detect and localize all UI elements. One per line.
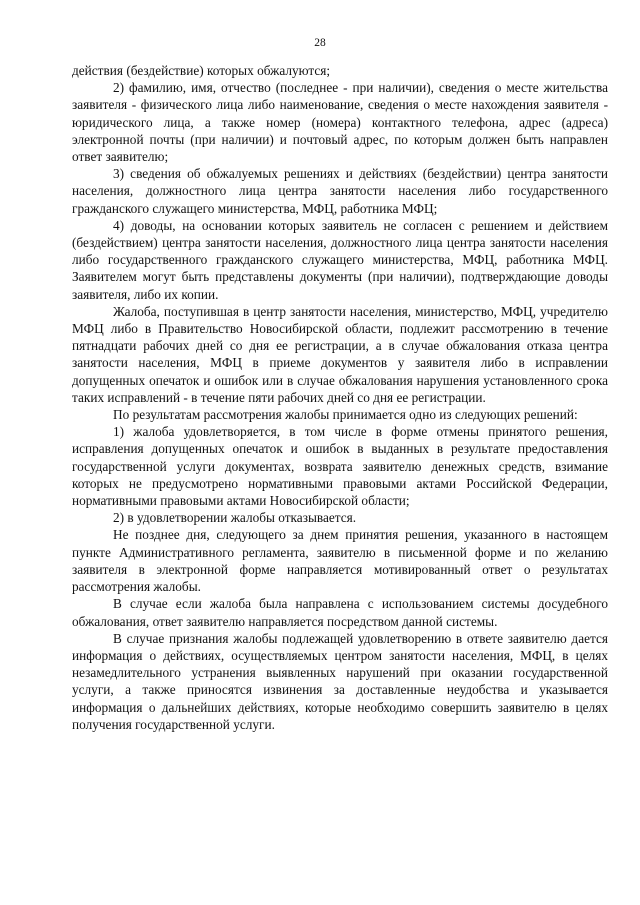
paragraph-review-results-intro: По результатам рассмотрения жалобы принимается одно из следующих решений:: [113, 407, 578, 423]
paragraph-item-3-appealed-decisions: 3) сведения об обжалуемых решениях и действиях (бездействии) центра занятости населения, должностного лица центра занятости населения либо государственного гражданского служащего министерства, МФЦ, работника МФЦ;: [72, 166, 608, 216]
paragraph-reasoned-response: Не позднее дня, следующего за днем принятия решения, указанного в настоящем пункте Административного регламента, заявителю в письменной форме и по желанию заявителя в электронной форме направляется мотивированный ответ о результатах рассмотрения жалобы.: [72, 527, 608, 595]
document-body: [72, 62, 608, 733]
paragraph-continuation: действия (бездействие) которых обжалуются;: [72, 63, 331, 78]
paragraph-result-1-satisfied: 1) жалоба удовлетворяется, в том числе в форме отмены принятого решения, исправления допущенных опечаток и ошибок в выданных в результате предоставления государственной услуги документах, возврата заявителю денежных средств, взимание которых не предусмотрено нормативными правовыми актами Российской Федерации, нормативными правовыми актами Новосибирской области;: [72, 424, 608, 509]
paragraph-pretrial-system-response: В случае если жалоба была направлена с использованием системы досудебного обжалования, ответ заявителю направляется посредством данной системы.: [72, 596, 608, 629]
paragraph-remedy-information: В случае признания жалобы подлежащей удовлетворению в ответе заявителю дается информация о действиях, осуществляемых центром занятости населения, МФЦ, в целях незамедлительного устранения выявленных нарушений при оказании государственной услуги, а также приносятся извинения за доставленные неудобства и указывается информация о дальнейших действиях, которые необходимо совершить заявителю в целях получения государственной услуги.: [72, 630, 608, 732]
paragraph-result-2-refused: 2) в удовлетворении жалобы отказывается.: [113, 510, 357, 526]
paragraph-item-4-arguments: 4) доводы, на основании которых заявитель не согласен с решением и действием (бездействием) центра занятости населения, должностного лица центра занятости населения либо государственного гражданского служащего министерства, МФЦ, работника МФЦ. Заявителем могут быть представлены документы (при наличии), подтверждающие доводы заявителя, либо их копии.: [72, 217, 608, 302]
paragraph-item-2-applicant-details: 2) фамилию, имя, отчество (последнее - при наличии), сведения о месте жительства заявителя - физического лица либо наименование, сведения о месте нахождения заявителя - юридического лица, а также номер (номера) контактного телефона, адрес (адреса) электронной почты (при наличии) и почтовый адрес, по которым должен быть направлен ответ заявителю;: [72, 80, 608, 165]
paragraph-complaint-review-period: Жалоба, поступившая в центр занятости населения, министерство, МФЦ, учредителю МФЦ либо в Правительство Новосибирской области, подлежит рассмотрению в течение пятнадцати рабочих дней со дня ее регистрации, а в случае обжалования отказа центра занятости населения, МФЦ в приеме документов у заявителя либо в исправлении допущенных опечаток и ошибок или в случае обжалования нарушения установленного срока таких исправлений - в течение пяти рабочих дней со дня ее регистрации.: [72, 303, 608, 405]
page-number: 28: [314, 37, 326, 49]
